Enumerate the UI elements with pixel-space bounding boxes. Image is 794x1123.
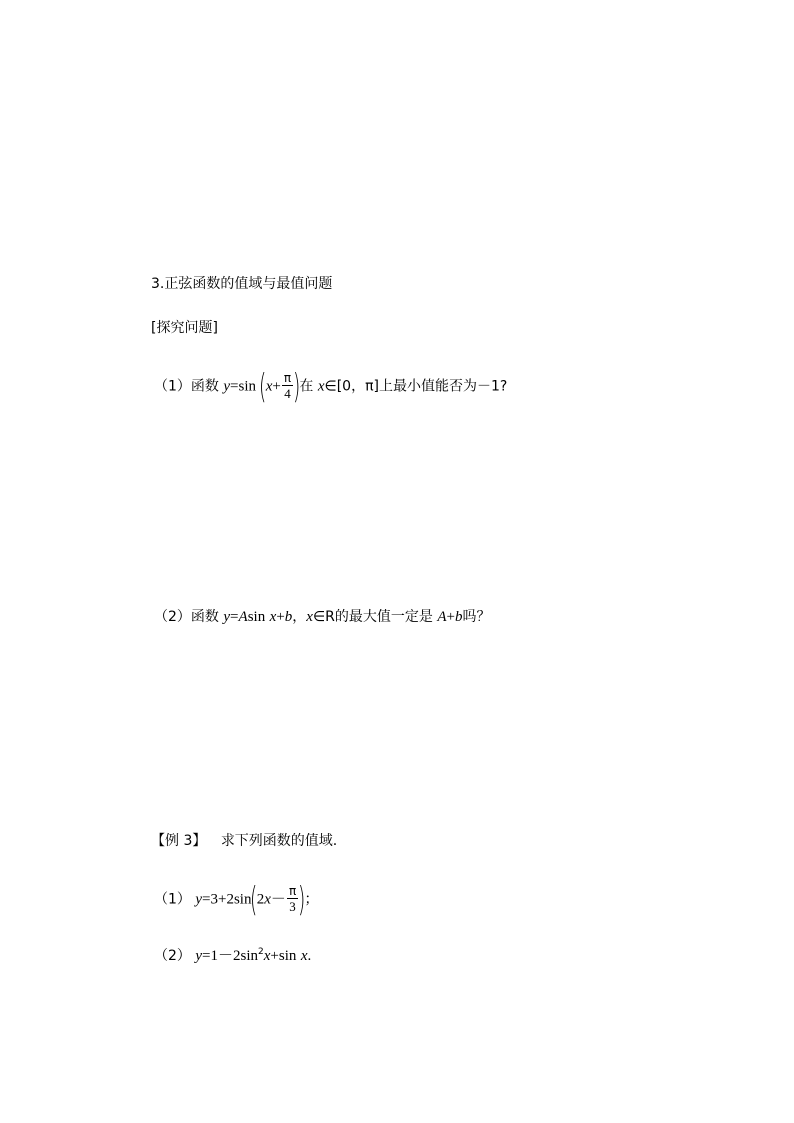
fraction-pi-over-3 [287,884,298,915]
minus-sign: － [270,891,286,908]
var-x: x [269,609,277,625]
plus-sign-2: + [446,609,455,625]
var-y: y [223,609,231,625]
example-part-1 [154,879,319,920]
question-2-in-R: ∈R的最大值一定是 [312,609,433,625]
example-label: 【例 3】 [151,833,207,849]
left-paren: ( [250,879,258,920]
right-paren: ) [298,879,306,920]
exponent-2: 2 [258,947,264,957]
question-1-in: 在 [299,378,314,395]
comma: ， [292,609,307,625]
fraction-denominator: 3 [289,899,296,914]
example-title: 求下列函数的值域. [220,833,338,849]
example-3-heading [151,831,337,851]
fraction-denominator: 4 [284,386,291,401]
var-y: y [195,948,203,964]
plus-sin: +sin [270,948,297,964]
var-A-2: A [437,609,447,625]
var-b-2: b [455,609,463,625]
var-y: y [195,891,203,908]
example-part-2 [154,942,311,966]
fraction-numerator: π [288,884,297,898]
var-x: x [264,891,271,908]
var-x: x [263,948,271,964]
explore-label: [探究问题] [151,320,218,336]
period: . [307,948,312,964]
var-y: y [223,378,231,395]
part-1-number: （1） [154,891,191,908]
coefficient-2: 2 [256,891,265,908]
fraction-numerator: π [283,371,292,385]
semicolon: ； [304,891,319,908]
question-1 [154,366,508,407]
fraction-pi-over-4 [282,371,293,402]
plus-sign: + [272,378,281,395]
question-2 [154,607,491,627]
left-paren: ( [259,366,267,407]
sin-text: sin [247,609,266,625]
right-paren: ) [293,366,301,407]
var-x-2: x [317,378,325,395]
question-1-equals-sin: =sin [230,378,257,395]
plus-sign: + [276,609,285,625]
question-1-number: （1） [154,378,191,395]
question-2-tail: 吗？ [462,609,491,625]
question-1-prefix: 函数 [190,378,219,395]
var-x: x [265,378,273,395]
question-2-number: （2） [154,609,191,625]
question-1-tail: ∈[0，π]上最小值能否为－1? [324,378,508,395]
question-2-prefix: 函数 [190,609,219,625]
var-b: b [284,609,293,625]
equals-sign: = [230,609,239,625]
part-2-equation: =1－2sin [202,948,259,964]
var-x-2: x [306,609,313,625]
var-A: A [238,609,248,625]
part-1-equation: =3+2sin [202,891,252,908]
section-heading: 3.正弦函数的值域与最值问题 [151,276,333,292]
var-x-2: x [300,948,308,964]
part-2-number: （2） [154,948,191,964]
